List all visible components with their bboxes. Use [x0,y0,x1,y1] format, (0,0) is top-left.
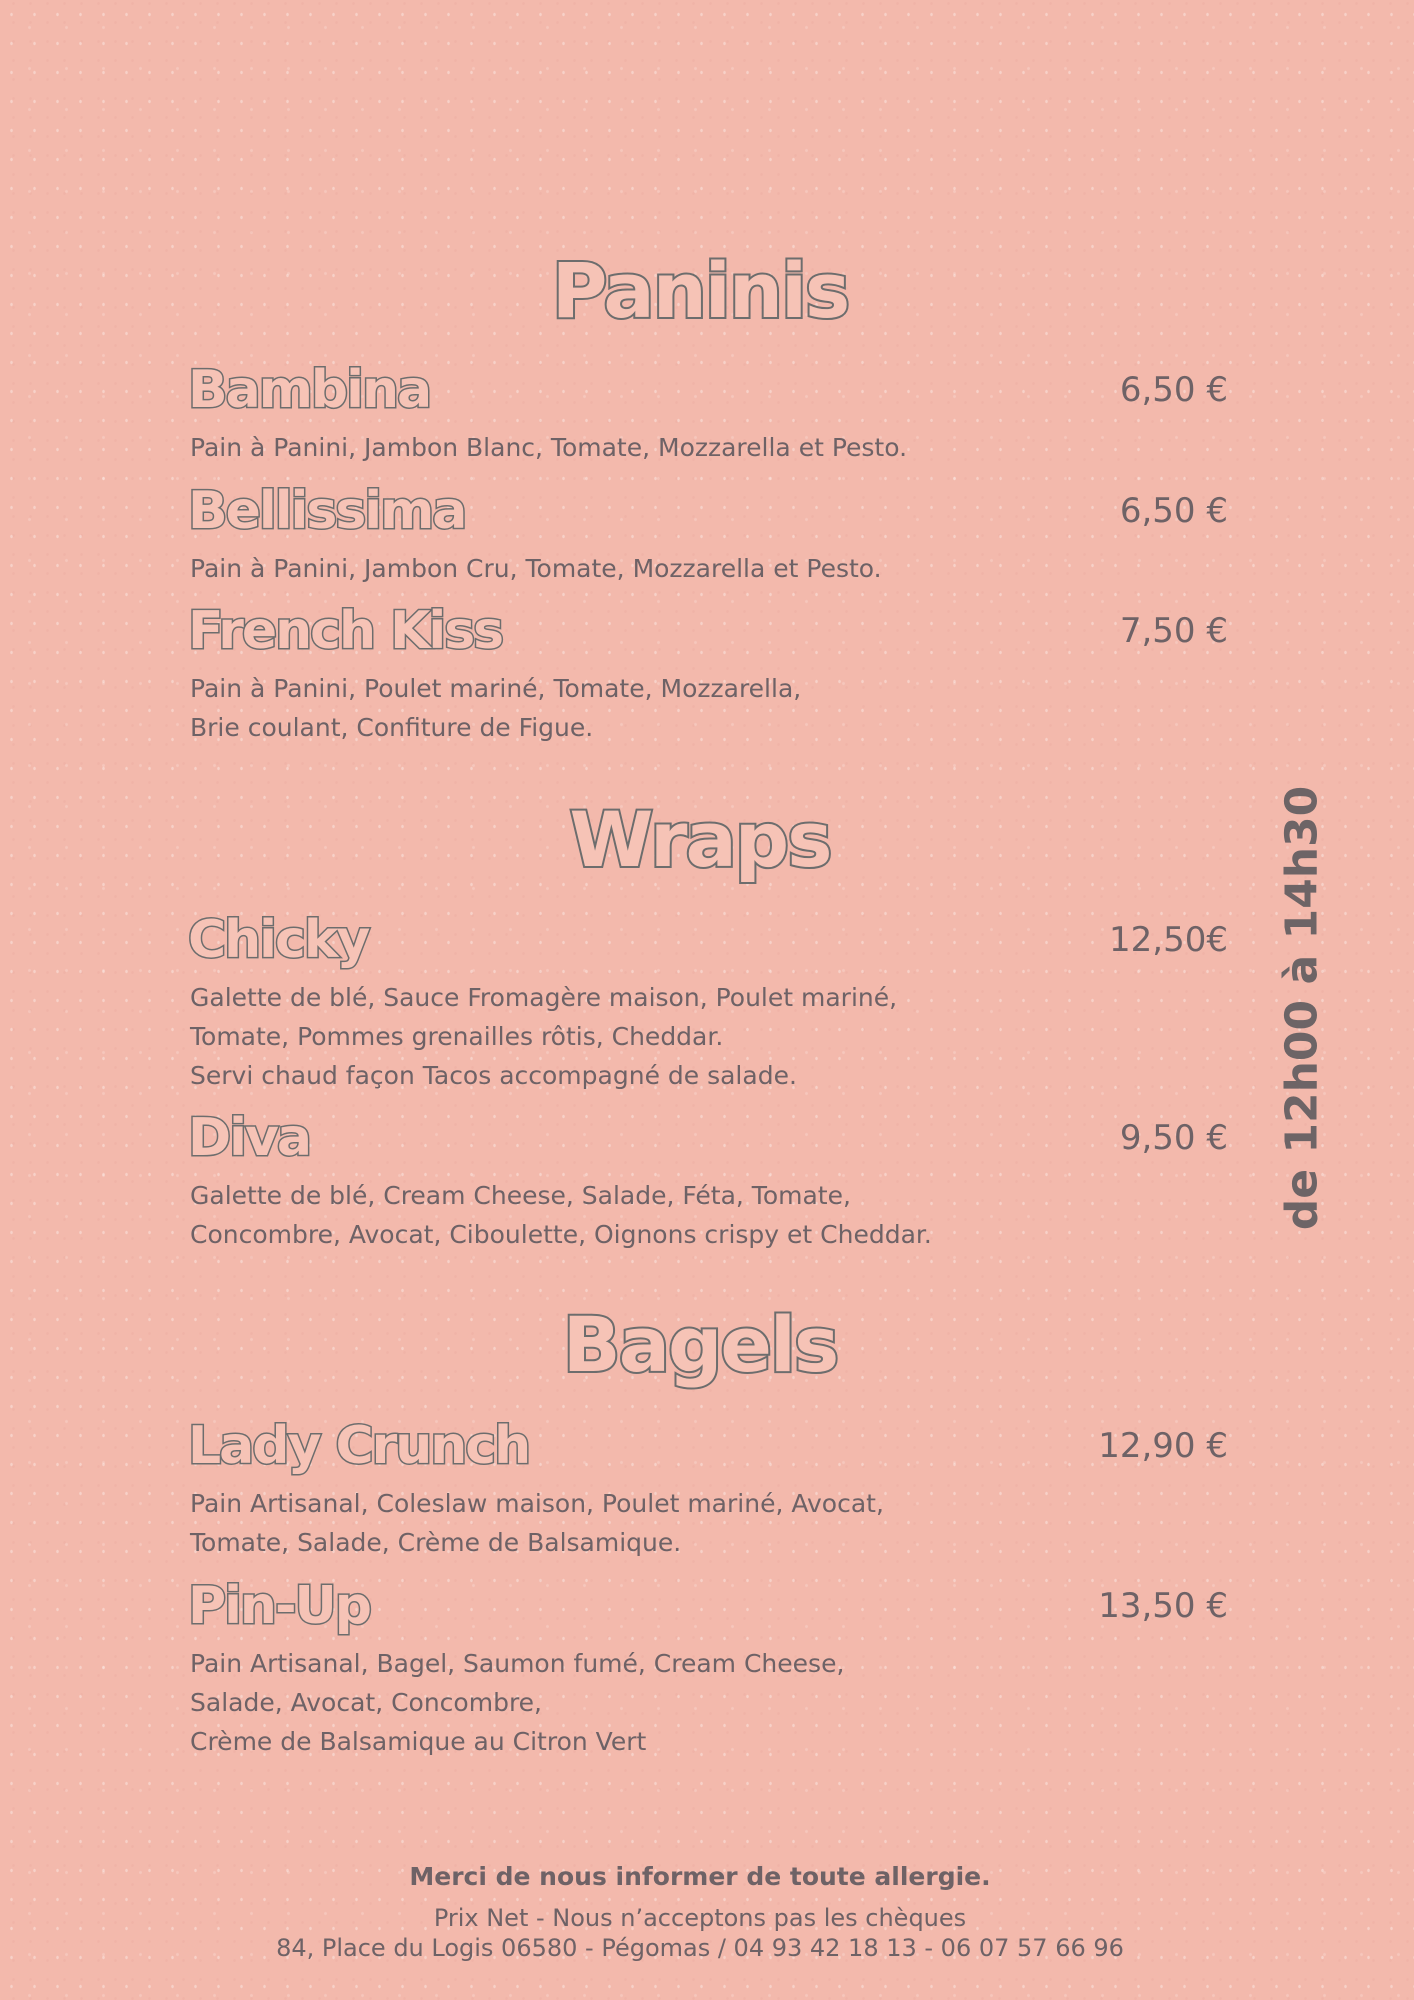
item-name: Diva [188,1108,310,1168]
item-name: Lady Crunch [188,1416,530,1476]
item-description: Pain à Panini, Poulet mariné, Tomate, Mozzarella, Brie coulant, Confiture de Figue. [190,674,802,742]
section-title-paninis: Paninis [551,246,849,335]
section-title-wraps: Wraps [569,795,831,884]
item-name: Bellissima [188,481,466,541]
item-price: 12,90 € [1098,1426,1228,1466]
item-price: 7,50 € [1119,611,1228,651]
section-title-bagels: Bagels [562,1300,838,1389]
item-description: Pain Artisanal, Coleslaw maison, Poulet mariné, Avocat, Tomate, Salade, Crème de Balsamique. [190,1489,884,1557]
item-price: 12,50€ [1109,920,1228,960]
address-contact: 84, Place du Logis 06580 - Pégomas / 04 93 42 18 13 - 06 07 57 66 96 [276,1934,1124,1962]
item-price: 6,50 € [1119,491,1228,531]
item-price: 6,50 € [1119,370,1228,410]
item-price: 13,50 € [1098,1586,1228,1626]
item-description: Galette de blé, Sauce Fromagère maison, Poulet mariné, Tomate, Pommes grenailles rôtis, Cheddar. Servi chaud façon Tacos accompagné de salade. [190,983,898,1090]
item-name: Chicky [188,910,369,970]
item-name: Pin-Up [188,1576,370,1636]
item-name: French Kiss [188,601,503,661]
item-name: Bambina [188,360,431,420]
service-hours: de 12h00 à 14h30 [1276,785,1328,1231]
item-description: Pain Artisanal, Bagel, Saumon fumé, Cream Cheese, Salade, Avocat, Concombre, Crème de Balsamique au Citron Vert [190,1649,845,1756]
item-description: Galette de blé, Cream Cheese, Salade, Féta, Tomate, Concombre, Avocat, Ciboulette, Oignons crispy et Cheddar. [190,1181,932,1249]
allergy-notice: Merci de nous informer de toute allergie. [409,1862,991,1891]
price-note: Prix Net - Nous n’acceptons pas les chèques [433,1904,967,1932]
item-price: 9,50 € [1119,1118,1228,1158]
item-description: Pain à Panini, Jambon Cru, Tomate, Mozzarella et Pesto. [190,554,882,583]
item-description: Pain à Panini, Jambon Blanc, Tomate, Mozzarella et Pesto. [190,433,908,462]
